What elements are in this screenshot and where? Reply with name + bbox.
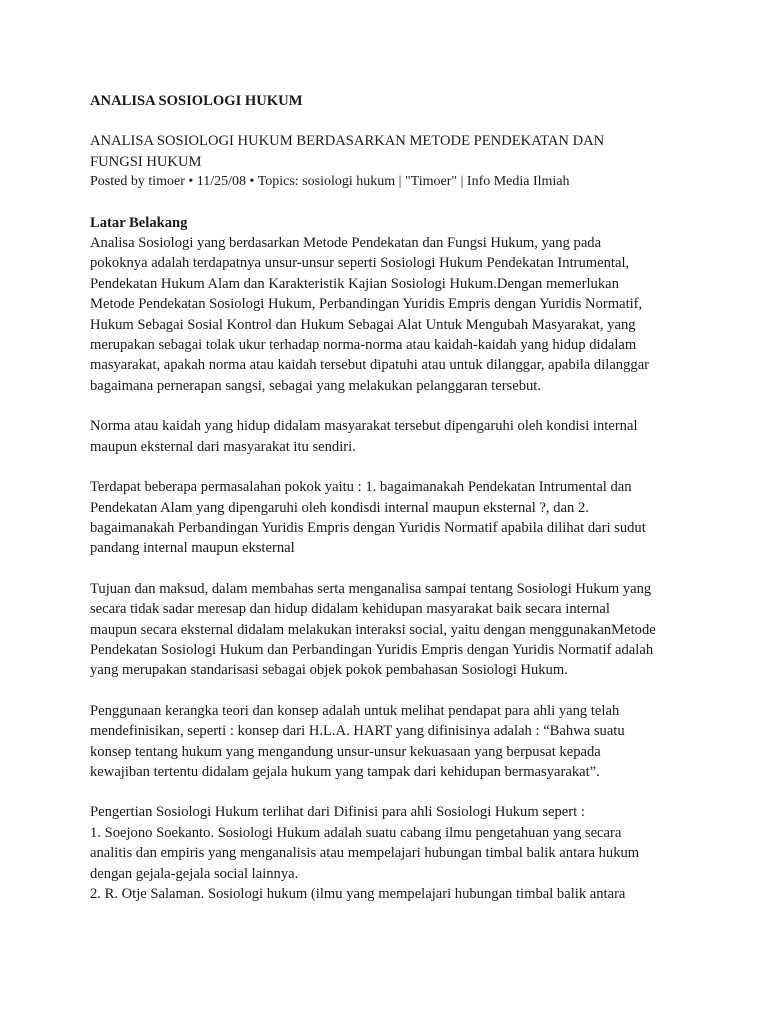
paragraph-line: konsep tentang hukum yang mengandung unsur-unsur kekuasaan yang berpusat kepada <box>90 743 601 760</box>
paragraph-line: Tujuan dan maksud, dalam membahas serta menganalisa sampai tentang Sosiologi Hukum yang <box>90 580 652 597</box>
paragraph-line: Pendekatan Alam yang dipengaruhi oleh kondisdi internal maupun eksternal ?, dan 2. <box>90 499 589 516</box>
paragraph-line: masyarakat, apakah norma atau kaidah tersebut dipatuhi atau untuk dilanggar, apabila dilanggar <box>90 357 650 374</box>
paragraph-line: dengan gejala-gejala social lainnya. <box>90 865 299 882</box>
paragraph-line: Pendekatan Hukum Alam dan Karakteristik Kajian Sosiologi Hukum.Dengan memerlukan <box>90 275 619 292</box>
spacer <box>90 111 690 131</box>
paragraph-line: bagaimanakah Perbandingan Yuridis Empris dengan Yuridis Normatif apabila dilihat dari sudut <box>90 519 646 536</box>
document-page <box>90 91 690 904</box>
paragraph-line: pokoknya adalah terdapatnya unsur-unsur seperti Sosiologi Hukum Pendekatan Intrumental, <box>90 255 630 272</box>
post-meta-text: Posted by timoer • 11/25/08 • Topics: sosiologi hukum | "Timoer" | Info Media Ilmiah <box>90 174 570 190</box>
post-meta <box>90 172 690 192</box>
spacer <box>90 457 690 477</box>
subtitle-line: ANALISA SOSIOLOGI HUKUM BERDASARKAN METODE PENDEKATAN DAN <box>90 133 605 150</box>
spacer <box>90 681 690 701</box>
paragraph-line: mendefinisikan, seperti : konsep dari H.L.A. HART yang difinisinya adalah : “Bahwa suatu <box>90 723 625 740</box>
paragraph-line: Pengertian Sosiologi Hukum terlihat dari Difinisi para ahli Sosiologi Hukum sepert : <box>90 804 585 821</box>
paragraph-line: Norma atau kaidah yang hidup didalam masyarakat tersebut dipengaruhi oleh kondisi internal <box>90 418 638 435</box>
paragraph-line: bagaimana pernerapan sangsi, sebagai yang melakukan pelanggaran tersebut. <box>90 377 542 394</box>
paragraph-line: Hukum Sebagai Sosial Kontrol dan Hukum Sebagai Alat Untuk Mengubah Masyarakat, yang <box>90 316 636 333</box>
paragraph-line: maupun eksternal dari masyarakat itu sendiri. <box>90 438 356 455</box>
paragraph-line: Pendekatan Sosiologi Hukum dan Perbandingan Yuridis Empris dengan Yuridis Normatif adalah <box>90 641 654 658</box>
paragraph-line: merupakan sebagai tolak ukur terhadap norma-norma atau kaidah-kaidah yang hidup didalam <box>90 337 637 354</box>
paragraph-line: Terdapat beberapa permasalahan pokok yaitu : 1. bagaimanakah Pendekatan Intrumental dan <box>90 479 632 496</box>
paragraph-line: Metode Pendekatan Sosiologi Hukum, Perbandingan Yuridis Empris dengan Yuridis Normatif, <box>90 296 643 313</box>
spacer <box>90 193 690 213</box>
paragraph-line: pandang internal maupun eksternal <box>90 540 295 557</box>
spacer <box>90 396 690 416</box>
paragraph-line: maupun secara eksternal didalam melakukan interaksi social, yaitu dengan menggunakanMetode <box>90 621 656 638</box>
subtitle-line: FUNGSI HUKUM <box>90 153 202 170</box>
paragraph-line: Analisa Sosiologi yang berdasarkan Metode Pendekatan dan Fungsi Hukum, yang pada <box>90 235 602 252</box>
spacer <box>90 559 690 579</box>
paragraph-line: kewajiban tertentu didalam gejala hukum yang tampak dari kehidupan bermasyarakat”. <box>90 763 600 780</box>
paragraph-1 <box>90 233 690 396</box>
section-heading: Latar Belakang <box>90 214 188 231</box>
paragraph-line: yang merupakan standarisasi sebagai objek pokok pembahasan Sosiologi Hukum. <box>90 662 568 679</box>
paragraph-line: secara tidak sadar meresap dan hidup didalam kehidupan masyarakat baik secara internal <box>90 601 610 618</box>
paragraph-3 <box>90 477 690 559</box>
document-title: ANALISA SOSIOLOGI HUKUM <box>90 93 303 109</box>
paragraph-6 <box>90 802 690 904</box>
paragraph-line: 2. R. Otje Salaman. Sosiologi hukum (ilmu yang mempelajari hubungan timbal balik antara <box>90 886 626 902</box>
paragraph-2 <box>90 416 690 457</box>
document-subtitle <box>90 131 690 172</box>
paragraph-4 <box>90 579 690 681</box>
paragraph-line: Penggunaan kerangka teori dan konsep adalah untuk melihat pendapat para ahli yang telah <box>90 702 620 719</box>
paragraph-5 <box>90 701 690 783</box>
paragraph-line: analitis dan empiris yang menganalisis atau mempelajari hubungan timbal balik antara hukum <box>90 845 640 862</box>
spacer <box>90 782 690 802</box>
paragraph-line: 1. Soejono Soekanto. Sosiologi Hukum adalah suatu cabang ilmu pengetahuan yang secara <box>90 824 622 841</box>
